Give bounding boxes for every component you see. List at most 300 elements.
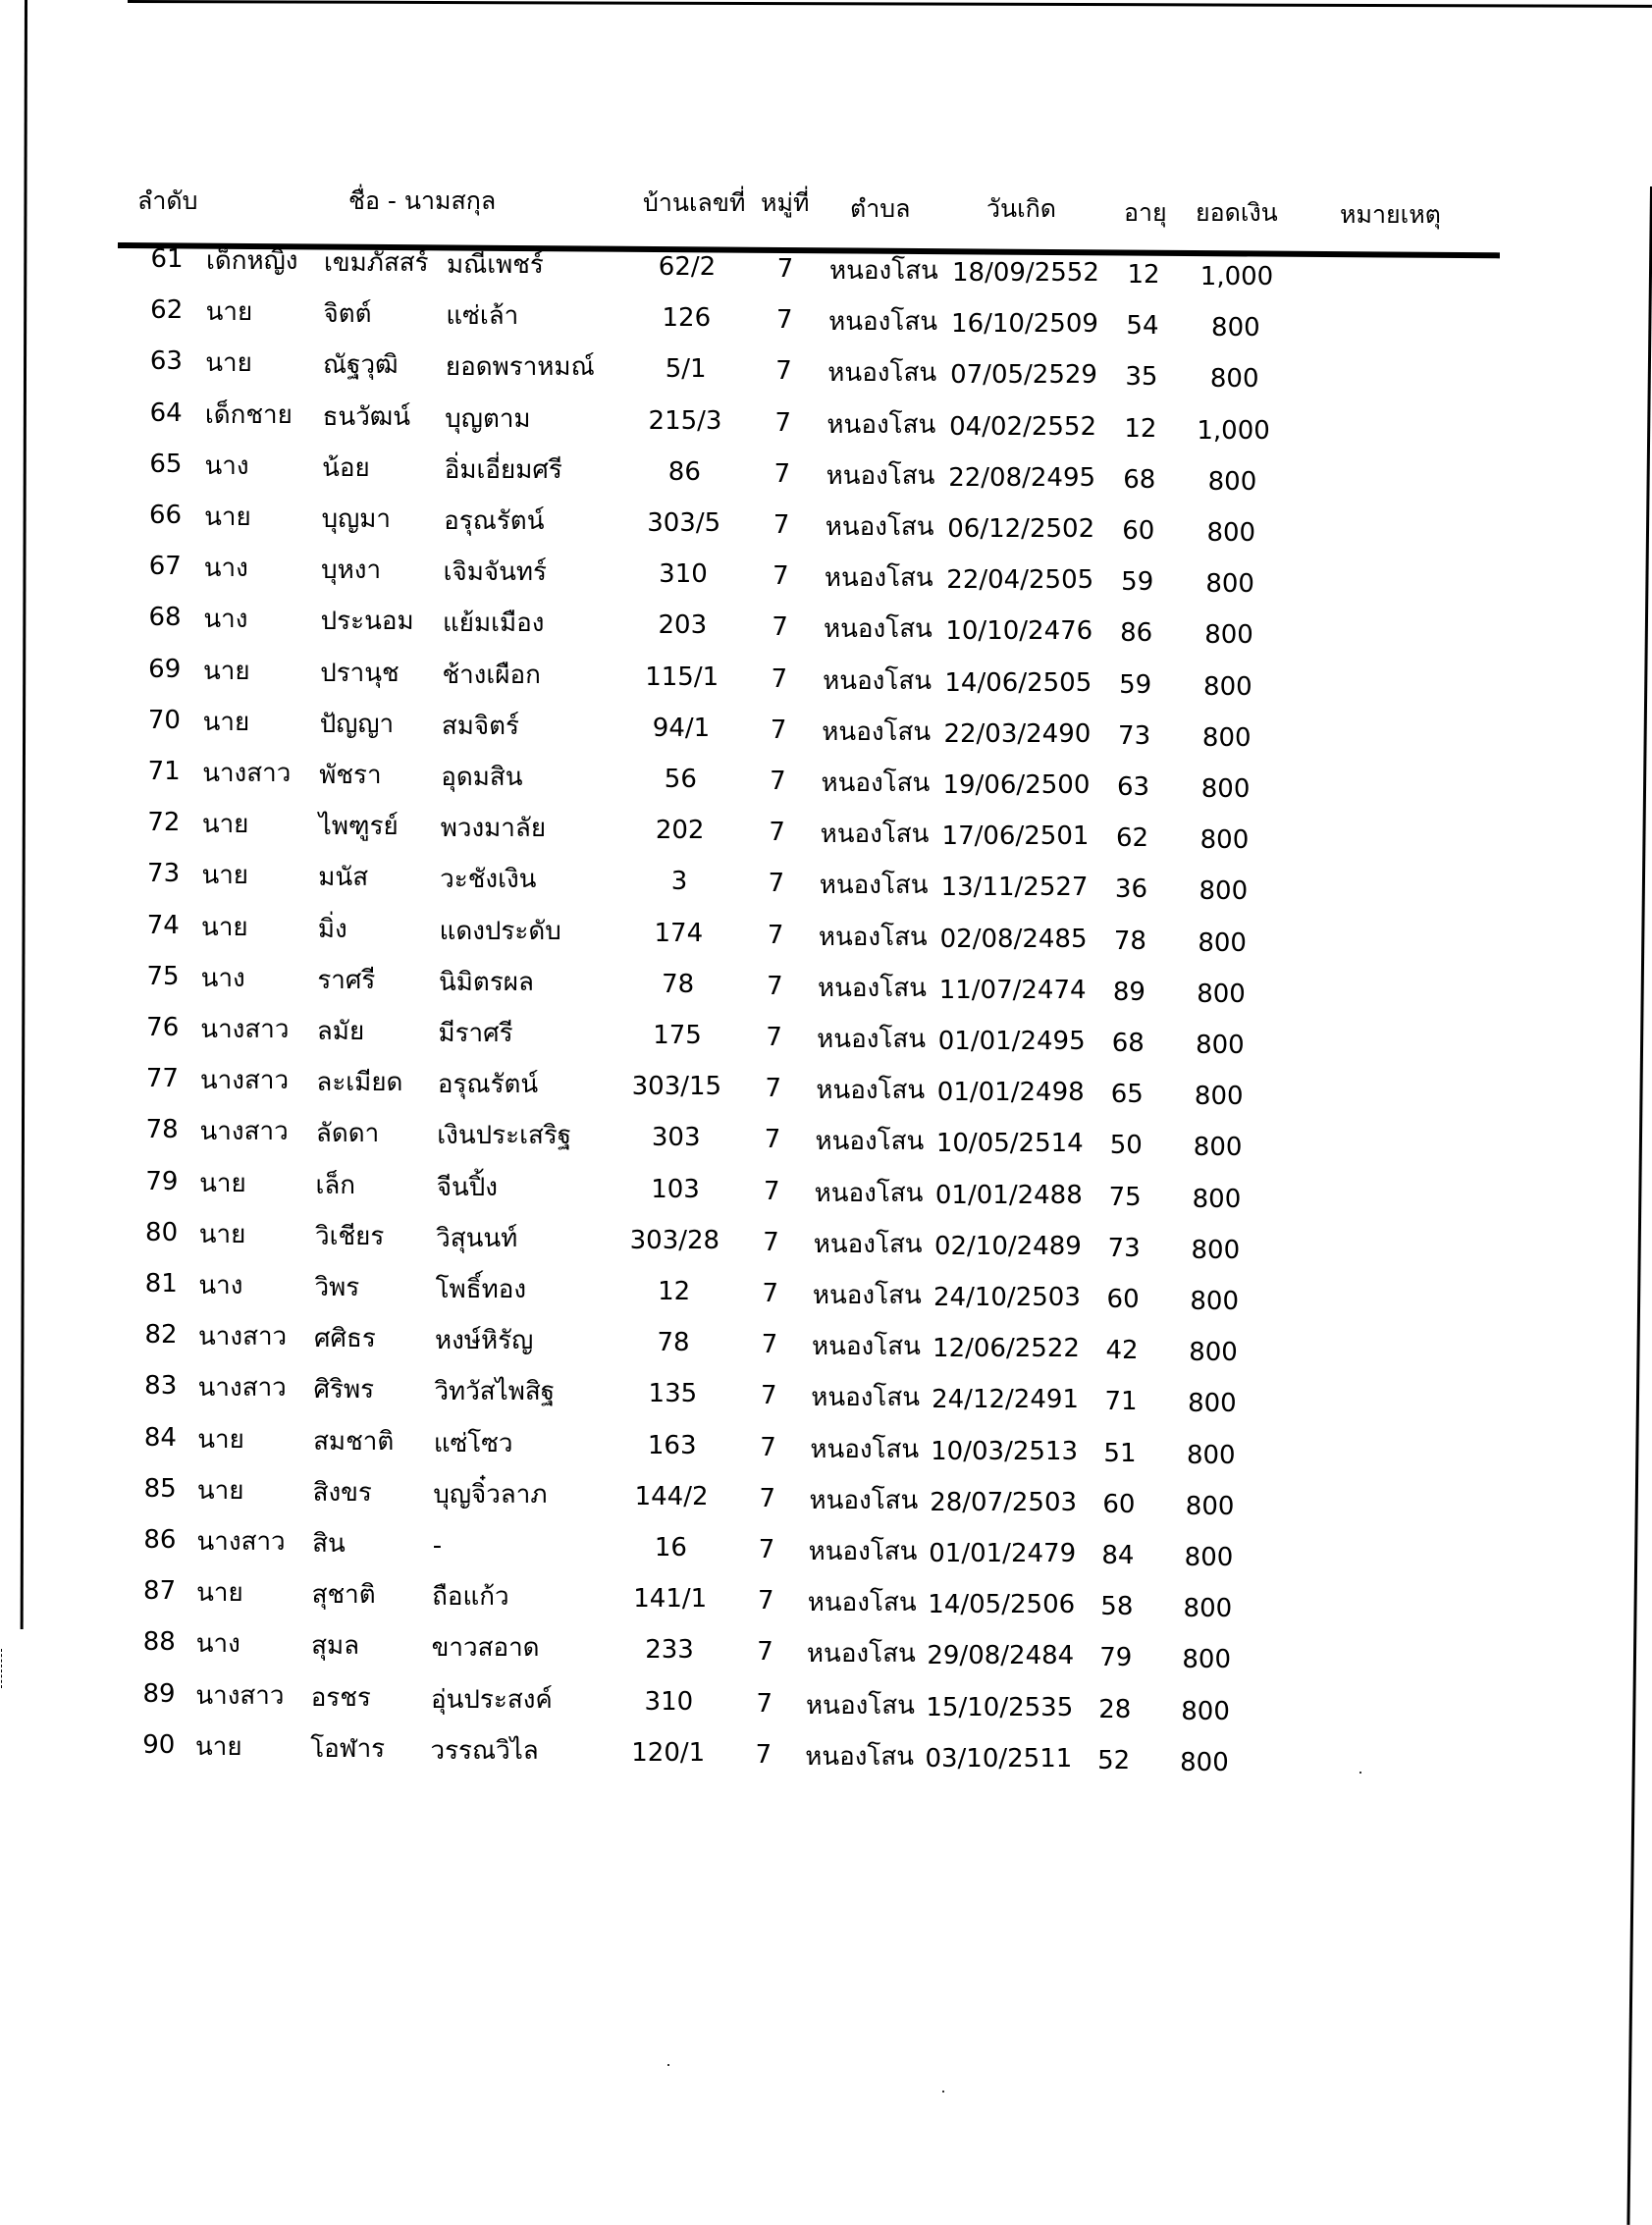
- row-number: 63: [149, 346, 183, 377]
- row-first-name: ธนวัฒน์: [322, 401, 411, 432]
- row-last-name: แซ่เล้า: [446, 301, 519, 332]
- row-last-name: วิทวัสไพสิฐ: [434, 1377, 556, 1407]
- row-age: 78: [1113, 926, 1146, 956]
- row-house-no: 12: [658, 1277, 691, 1306]
- row-first-name: สิงขร: [312, 1477, 372, 1508]
- row-age: 65: [1110, 1080, 1144, 1110]
- row-dob: 18/09/2552: [952, 258, 1099, 288]
- row-number: 84: [143, 1422, 177, 1453]
- row-age: 54: [1126, 311, 1159, 342]
- row-first-name: ปรานุช: [320, 658, 400, 688]
- row-title: เด็กหญิง: [206, 246, 298, 276]
- row-amount: 800: [1199, 876, 1249, 907]
- row-tambon: หนองโสน: [823, 665, 932, 696]
- row-last-name: -: [432, 1531, 443, 1561]
- row-first-name: จิตต์: [323, 299, 372, 330]
- row-number: 83: [144, 1371, 178, 1402]
- row-dob: 19/06/2500: [942, 770, 1091, 800]
- row-tambon: หนองโสน: [817, 1025, 927, 1054]
- row-moo: 7: [773, 510, 790, 540]
- row-tambon: หนองโสน: [826, 460, 935, 491]
- row-age: 73: [1107, 1233, 1141, 1263]
- header-amount: ยอดเงิน: [1196, 198, 1278, 227]
- row-first-name: ละเมียด: [316, 1068, 403, 1098]
- row-title: นาย: [196, 1578, 243, 1609]
- row-house-no: 16: [654, 1533, 687, 1563]
- row-last-name: ช้างเผือก: [442, 660, 541, 690]
- row-first-name: สิน: [312, 1529, 346, 1559]
- row-amount: 800: [1199, 825, 1250, 856]
- row-house-no: 94/1: [652, 713, 711, 743]
- table-row: [0, 910, 1652, 958]
- row-house-no: 5/1: [665, 354, 707, 385]
- row-tambon: หนองโสน: [805, 1741, 915, 1772]
- row-house-no: 56: [664, 765, 697, 794]
- row-amount: 800: [1204, 620, 1253, 651]
- row-first-name: น้อย: [322, 452, 370, 483]
- row-moo: 7: [764, 1125, 781, 1155]
- row-number: 66: [149, 501, 183, 530]
- row-number: 61: [150, 244, 184, 274]
- table-row: [0, 244, 1652, 291]
- row-age: 42: [1105, 1336, 1139, 1366]
- row-amount: 800: [1181, 1696, 1230, 1726]
- row-number: 74: [146, 910, 180, 940]
- row-moo: 7: [773, 458, 791, 489]
- row-dob: 12/06/2522: [933, 1334, 1080, 1364]
- row-house-no: 303/28: [629, 1225, 720, 1255]
- row-age: 52: [1097, 1745, 1131, 1775]
- row-amount: 800: [1190, 1287, 1239, 1316]
- row-tambon: หนองโสน: [824, 614, 933, 645]
- row-last-name: แซ่โซว: [433, 1428, 513, 1458]
- row-age: 75: [1108, 1182, 1142, 1212]
- row-dob: 03/10/2511: [925, 1743, 1073, 1774]
- row-moo: 7: [773, 561, 789, 592]
- row-last-name: มีราศรี: [438, 1019, 513, 1048]
- table-row: [0, 1678, 1652, 1726]
- row-title: นาย: [202, 656, 250, 686]
- row-tambon: หนองโสน: [808, 1537, 918, 1566]
- row-tambon: หนองโสน: [806, 1639, 916, 1669]
- row-house-no: 3: [670, 867, 688, 897]
- row-first-name: ปัญญา: [319, 709, 395, 739]
- row-tambon: หนองโสน: [820, 820, 930, 850]
- row-dob: 01/01/2498: [936, 1078, 1085, 1108]
- row-house-no: 78: [662, 969, 695, 999]
- row-tambon: หนองโสน: [810, 1434, 920, 1464]
- row-tambon: หนองโสน: [815, 1127, 925, 1157]
- row-number: 68: [148, 603, 182, 633]
- table-row: [0, 1115, 1652, 1163]
- row-last-name: อรุณรัตน์: [437, 1070, 539, 1100]
- row-dob: 14/06/2505: [944, 667, 1092, 698]
- row-number: 87: [143, 1576, 177, 1607]
- row-amount: 800: [1182, 1645, 1232, 1675]
- row-number: 72: [147, 808, 181, 838]
- row-tambon: หนองโสน: [818, 922, 928, 952]
- row-amount: 800: [1191, 1235, 1241, 1265]
- row-tambon: หนองโสน: [812, 1281, 922, 1310]
- row-tambon: หนองโสน: [816, 1076, 926, 1106]
- row-number: 75: [146, 961, 180, 991]
- row-age: 59: [1119, 669, 1152, 700]
- table-row: [0, 397, 1652, 446]
- table-row: [0, 859, 1652, 907]
- row-first-name: พัชรา: [319, 761, 382, 790]
- row-house-no: 120/1: [631, 1737, 706, 1768]
- row-age: 68: [1111, 1029, 1145, 1058]
- row-moo: 7: [767, 971, 783, 1001]
- row-dob: 15/10/2535: [926, 1692, 1074, 1722]
- row-house-no: 215/3: [648, 405, 722, 436]
- row-first-name: มิ่ง: [317, 914, 347, 944]
- row-age: 51: [1103, 1438, 1137, 1468]
- header-age: อายุ: [1124, 198, 1167, 227]
- row-house-no: 202: [655, 816, 705, 846]
- row-title: นาง: [203, 554, 248, 584]
- row-dob: 10/05/2514: [935, 1129, 1084, 1159]
- row-title: นาย: [196, 1475, 244, 1506]
- row-house-no: 174: [654, 918, 704, 948]
- row-title: นาย: [205, 348, 252, 379]
- row-house-no: 203: [658, 610, 708, 641]
- row-number: 64: [149, 397, 183, 428]
- row-first-name: สมชาติ: [313, 1426, 395, 1457]
- row-amount: 800: [1183, 1594, 1233, 1624]
- table-row: [0, 1525, 1652, 1572]
- row-first-name: ไพฑูรย์: [318, 812, 399, 842]
- row-last-name: แดงประดับ: [439, 916, 561, 946]
- row-tambon: หนองโสน: [812, 1332, 921, 1362]
- row-last-name: บุญจิ๋วลาภ: [433, 1479, 548, 1510]
- row-amount: 800: [1185, 1491, 1235, 1521]
- table-row: [0, 654, 1652, 702]
- row-first-name: สุชาติ: [311, 1580, 376, 1611]
- row-amount: 800: [1196, 1031, 1245, 1060]
- table-row: [0, 757, 1652, 804]
- row-title: นางสาว: [199, 1117, 289, 1147]
- row-moo: 7: [766, 1023, 782, 1052]
- header-dob: วันเกิด: [986, 194, 1057, 223]
- row-age: 35: [1125, 362, 1158, 393]
- header-name: ชื่อ - นามสกุล: [348, 186, 497, 215]
- row-last-name: เจิมจันทร์: [443, 557, 547, 588]
- row-tambon: หนองโสน: [829, 256, 938, 286]
- header-moo: หมู่ที่: [761, 188, 810, 217]
- row-moo: 7: [763, 1227, 779, 1257]
- row-age: 71: [1104, 1387, 1138, 1417]
- row-number: 88: [142, 1627, 176, 1658]
- row-age: 28: [1098, 1694, 1132, 1724]
- row-moo: 7: [758, 1535, 775, 1564]
- row-title: นาย: [198, 1219, 246, 1249]
- row-last-name: วะชังเงิน: [440, 865, 537, 895]
- row-tambon: หนองโสน: [814, 1178, 924, 1208]
- row-amount: 800: [1192, 1184, 1242, 1214]
- row-first-name: บุหงา: [321, 556, 382, 586]
- row-last-name: จีนปิ้ง: [436, 1172, 498, 1202]
- row-amount: 800: [1193, 1133, 1243, 1163]
- row-number: 89: [142, 1678, 176, 1709]
- row-house-no: 62/2: [658, 252, 717, 282]
- row-moo: 7: [762, 1279, 779, 1308]
- row-dob: 24/10/2503: [933, 1283, 1081, 1312]
- row-age: 86: [1120, 618, 1153, 649]
- row-title: นางสาว: [200, 1015, 290, 1044]
- row-first-name: โอฬาร: [310, 1733, 386, 1764]
- row-house-no: 163: [647, 1430, 697, 1460]
- row-age: 12: [1127, 260, 1160, 290]
- row-dob: 16/10/2509: [951, 309, 1098, 340]
- row-age: 89: [1112, 977, 1146, 1007]
- table-row: [0, 295, 1652, 344]
- row-first-name: ประนอม: [320, 607, 414, 637]
- row-dob: 10/10/2476: [945, 616, 1093, 647]
- row-house-no: 303/15: [631, 1072, 722, 1102]
- row-tambon: หนองโสน: [825, 512, 934, 542]
- row-amount: 800: [1205, 569, 1254, 600]
- row-tambon: หนองโสน: [828, 307, 937, 338]
- row-tambon: หนองโสน: [807, 1588, 917, 1618]
- row-last-name: หงษ์หิรัญ: [435, 1326, 534, 1356]
- row-title: นาง: [204, 450, 249, 481]
- row-moo: 7: [776, 254, 794, 284]
- row-moo: 7: [756, 1688, 773, 1719]
- row-amount: 800: [1197, 979, 1246, 1009]
- row-tambon: หนองโสน: [819, 871, 929, 901]
- row-age: 79: [1099, 1643, 1133, 1673]
- table-row: [0, 705, 1652, 753]
- row-moo: 7: [770, 715, 787, 745]
- row-first-name: บุญมา: [321, 504, 392, 534]
- table-row: [0, 603, 1652, 651]
- row-number: 77: [145, 1064, 179, 1094]
- row-dob: 04/02/2552: [949, 411, 1096, 442]
- row-last-name: นิมิตรผล: [439, 967, 534, 997]
- row-house-no: 310: [659, 559, 708, 590]
- row-dob: 02/10/2489: [933, 1231, 1082, 1261]
- row-number: 79: [145, 1166, 179, 1196]
- row-dob: 11/07/2474: [938, 975, 1087, 1005]
- row-first-name: เขมภัสสร์: [324, 248, 429, 278]
- row-dob: 10/03/2513: [931, 1436, 1078, 1466]
- row-title: นาย: [194, 1731, 242, 1762]
- row-last-name: แย้มเมือง: [443, 609, 545, 639]
- row-moo: 7: [755, 1739, 773, 1770]
- row-age: 59: [1121, 567, 1154, 598]
- row-tambon: หนองโสน: [827, 358, 937, 389]
- row-amount: 800: [1207, 466, 1257, 497]
- row-moo: 7: [775, 305, 793, 336]
- row-tambon: หนองโสน: [806, 1690, 915, 1721]
- row-house-no: 303/5: [647, 508, 721, 538]
- row-amount: 800: [1211, 313, 1260, 344]
- row-dob: 07/05/2529: [950, 360, 1097, 391]
- row-last-name: บุญตาม: [445, 403, 531, 434]
- row-last-name: สมจิตร์: [441, 711, 519, 741]
- row-first-name: ราศรี: [317, 965, 376, 995]
- row-number: 81: [144, 1269, 178, 1298]
- row-first-name: อรชร: [310, 1682, 371, 1713]
- table-row: [0, 1576, 1652, 1624]
- row-first-name: ลมัย: [316, 1017, 365, 1046]
- row-number: 71: [147, 757, 181, 786]
- row-first-name: ลัดดา: [315, 1119, 380, 1149]
- row-number: 82: [144, 1320, 178, 1351]
- row-dob: 28/07/2503: [930, 1487, 1078, 1517]
- row-house-no: 175: [653, 1021, 702, 1050]
- row-dob: 22/08/2495: [948, 462, 1096, 493]
- row-last-name: อุดมสิน: [441, 763, 523, 792]
- header-house-no: บ้านเลขที่: [643, 188, 746, 217]
- table-row: [0, 1320, 1652, 1368]
- row-first-name: เล็ก: [315, 1170, 355, 1200]
- row-dob: 22/03/2490: [943, 718, 1092, 749]
- row-title: นางสาว: [195, 1680, 285, 1711]
- table-row: [0, 1166, 1652, 1214]
- row-last-name: ขาวสอาด: [431, 1633, 540, 1664]
- row-moo: 7: [765, 1074, 782, 1104]
- row-amount: 1,000: [1197, 415, 1270, 446]
- row-title: นางสาว: [199, 1066, 290, 1096]
- row-age: 60: [1106, 1285, 1140, 1314]
- table-row: [0, 552, 1652, 600]
- row-last-name: อิ่มเอี่ยมศรี: [444, 454, 562, 485]
- row-last-name: โพธิ์ทอง: [435, 1275, 527, 1304]
- row-last-name: เงินประเสริฐ: [437, 1121, 572, 1151]
- row-house-no: 135: [648, 1379, 698, 1409]
- row-tambon: หนองโสน: [821, 768, 931, 798]
- row-title: นาย: [197, 1424, 244, 1455]
- row-house-no: 144/2: [634, 1481, 709, 1511]
- row-title: นาย: [201, 810, 249, 840]
- row-house-no: 126: [662, 303, 712, 334]
- row-moo: 7: [757, 1586, 774, 1616]
- row-tambon: หนองโสน: [822, 716, 932, 747]
- row-amount: 800: [1188, 1389, 1237, 1419]
- row-number: 76: [146, 1013, 180, 1042]
- table-row: [0, 1729, 1652, 1777]
- row-number: 80: [145, 1217, 179, 1247]
- row-house-no: 310: [644, 1686, 694, 1717]
- row-dob: 29/08/2484: [927, 1641, 1075, 1671]
- row-dob: 02/08/2485: [939, 924, 1088, 954]
- row-amount: 800: [1194, 1082, 1244, 1112]
- row-number: 85: [143, 1473, 177, 1504]
- row-last-name: อรุณรัตน์: [444, 506, 545, 536]
- row-last-name: ถือแก้ว: [432, 1582, 509, 1613]
- row-number: 65: [149, 449, 183, 479]
- row-amount: 800: [1198, 927, 1247, 958]
- row-title: นางสาว: [202, 759, 292, 788]
- header-note: หมายเหตุ: [1340, 200, 1441, 229]
- row-age: 73: [1118, 720, 1151, 751]
- row-last-name: พวงมาลัย: [440, 814, 547, 844]
- row-moo: 7: [760, 1381, 777, 1411]
- row-dob: 06/12/2502: [947, 514, 1095, 544]
- row-last-name: วิสุนนท์: [436, 1223, 518, 1253]
- row-dob: 17/06/2501: [941, 821, 1090, 852]
- row-title: นาย: [205, 297, 253, 328]
- row-dob: 01/01/2495: [937, 1027, 1086, 1056]
- row-amount: 800: [1186, 1440, 1236, 1470]
- row-last-name: วรรณวิไล: [430, 1735, 539, 1766]
- row-amount: 800: [1180, 1747, 1229, 1777]
- table-row: [0, 1371, 1652, 1419]
- table-row: [0, 1473, 1652, 1521]
- row-age: 63: [1117, 772, 1150, 802]
- row-house-no: 103: [651, 1174, 700, 1204]
- row-age: 60: [1102, 1489, 1136, 1519]
- row-number: 73: [147, 859, 181, 889]
- row-moo: 7: [759, 1483, 776, 1513]
- table-row: [0, 1217, 1652, 1265]
- row-tambon: หนองโสน: [824, 563, 933, 594]
- row-amount: 800: [1200, 774, 1251, 804]
- row-moo: 7: [770, 767, 786, 796]
- row-first-name: สุมล: [311, 1631, 360, 1662]
- row-title: นาย: [204, 503, 251, 532]
- row-tambon: หนองโสน: [811, 1383, 921, 1413]
- table-row: [0, 346, 1652, 395]
- table-row: [0, 961, 1652, 1009]
- row-amount: 800: [1203, 671, 1252, 702]
- row-title: นาย: [201, 861, 249, 891]
- row-title: นาง: [198, 1271, 243, 1300]
- row-age: 84: [1101, 1541, 1135, 1570]
- row-amount: 800: [1201, 722, 1252, 753]
- row-age: 58: [1100, 1592, 1134, 1622]
- row-dob: 13/11/2527: [940, 873, 1089, 903]
- header-no: ลำดับ: [137, 186, 198, 215]
- table-row: [0, 1064, 1652, 1112]
- row-house-no: 303: [651, 1123, 701, 1153]
- row-moo: 7: [771, 663, 788, 694]
- row-amount: 800: [1209, 364, 1259, 395]
- table-header: [0, 182, 1652, 229]
- row-moo: 7: [757, 1637, 773, 1668]
- row-first-name: ศิริพร: [313, 1375, 375, 1405]
- row-number: 70: [147, 705, 181, 735]
- row-dob: 24/12/2491: [932, 1385, 1079, 1415]
- row-house-no: 78: [657, 1328, 690, 1358]
- row-first-name: วิพร: [314, 1273, 360, 1302]
- row-moo: 7: [775, 356, 792, 387]
- row-dob: 01/01/2479: [929, 1539, 1077, 1568]
- row-moo: 7: [772, 612, 788, 643]
- row-house-no: 233: [645, 1635, 694, 1666]
- row-age: 50: [1109, 1131, 1143, 1161]
- table-row: [0, 1269, 1652, 1316]
- row-title: นาย: [202, 707, 250, 737]
- row-amount: 800: [1206, 518, 1256, 548]
- row-moo: 7: [774, 407, 791, 438]
- row-title: นาง: [200, 963, 245, 993]
- row-number: 69: [148, 654, 182, 684]
- row-age: 60: [1122, 516, 1155, 546]
- row-title: นาย: [201, 912, 248, 942]
- row-tambon: หนองโสน: [818, 973, 927, 1003]
- row-title: นางสาว: [198, 1322, 288, 1352]
- row-first-name: ณัฐวุฒิ: [323, 350, 399, 381]
- row-amount: 800: [1189, 1338, 1238, 1368]
- row-last-name: มณีเพชร์: [447, 250, 544, 280]
- table-row: [0, 501, 1652, 548]
- row-number: 86: [143, 1525, 177, 1555]
- row-last-name: อุ่นประสงค์: [431, 1684, 553, 1715]
- row-title: นาย: [199, 1168, 246, 1198]
